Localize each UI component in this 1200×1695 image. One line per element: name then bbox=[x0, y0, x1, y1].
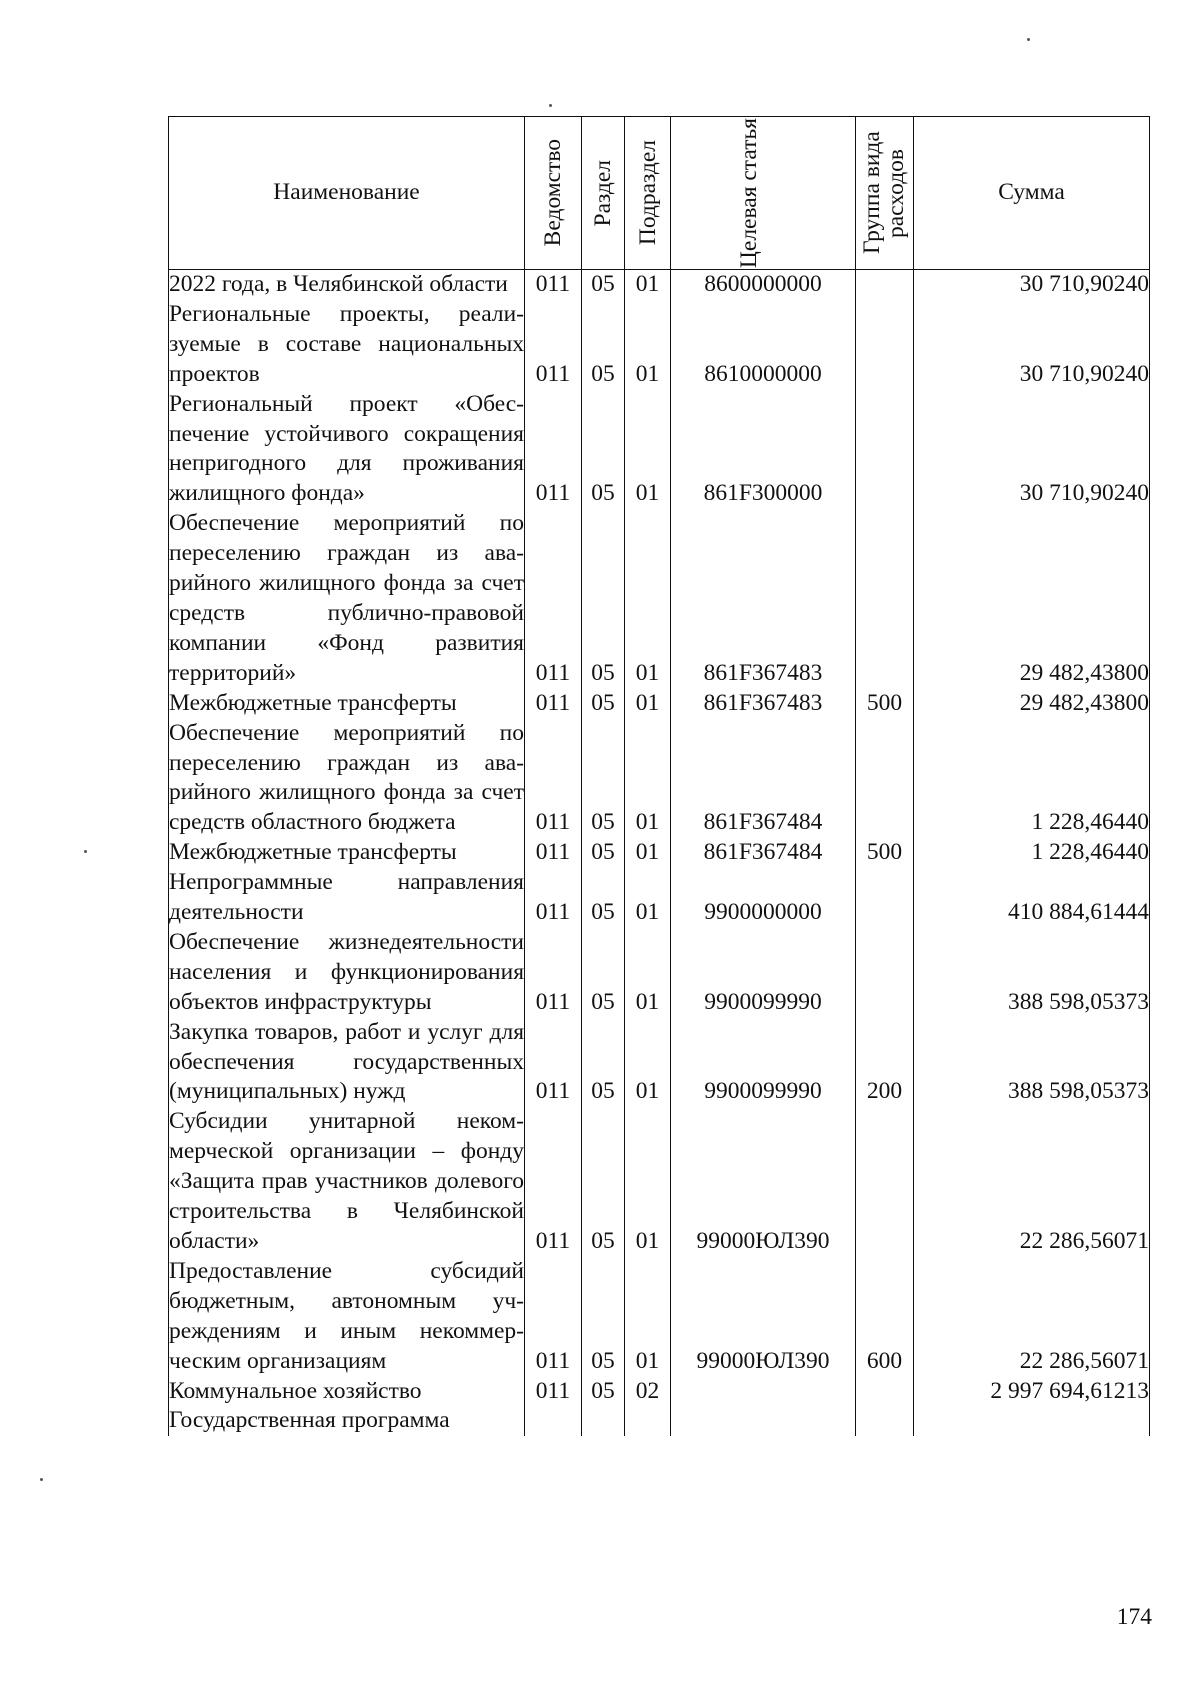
header-target-article: Целевая статья bbox=[671, 117, 856, 270]
row-department: 011 bbox=[525, 1257, 582, 1377]
row-department: 011 bbox=[525, 1107, 582, 1257]
row-name: Обеспечение жизнедеятельности населения и функционирования объектов инфраструктуры bbox=[169, 928, 525, 1018]
row-target-article: 861F367484 bbox=[671, 719, 856, 839]
row-section: 05 bbox=[582, 300, 625, 390]
table-row bbox=[169, 689, 1150, 719]
table-row bbox=[169, 390, 1150, 510]
row-department: 011 bbox=[525, 928, 582, 1018]
row-expense-group bbox=[856, 300, 914, 390]
row-target-article: 861F300000 bbox=[671, 390, 856, 510]
header-department: Ведомство bbox=[525, 117, 582, 270]
row-expense-group bbox=[856, 1406, 914, 1436]
row-name: Межбюджетные трансферты bbox=[169, 689, 525, 719]
row-section: 05 bbox=[582, 928, 625, 1018]
header-expense-group: Группа вида расходов bbox=[856, 117, 914, 270]
row-expense-group: 500 bbox=[856, 838, 914, 868]
row-name: Непрограммные направления деятельности bbox=[169, 868, 525, 928]
row-department: 011 bbox=[525, 509, 582, 688]
row-name: Субсидии унитарной некоммерческой организации – фонду «Защита прав участников долевого строительства в Челябинской области» bbox=[169, 1107, 525, 1257]
row-sum: 2 997 694,61213 bbox=[914, 1377, 1150, 1407]
row-section: 05 bbox=[582, 689, 625, 719]
row-subsection: 01 bbox=[625, 1018, 671, 1108]
table-row bbox=[169, 719, 1150, 839]
row-name: 2022 года, в Челябинской области bbox=[169, 270, 525, 300]
header-subsection: Подраздел bbox=[625, 117, 671, 270]
row-target-article: 9900099990 bbox=[671, 928, 856, 1018]
row-expense-group bbox=[856, 719, 914, 839]
table-row bbox=[169, 928, 1150, 1018]
header-name: Наименование bbox=[169, 117, 525, 270]
scan-speck bbox=[549, 104, 552, 107]
row-target-article: 99000ЮЛ390 bbox=[671, 1257, 856, 1377]
row-sum: 388 598,05373 bbox=[914, 1018, 1150, 1108]
header-section: Раздел bbox=[582, 117, 625, 270]
table-row bbox=[169, 1257, 1150, 1377]
row-section: 05 bbox=[582, 1377, 625, 1407]
row-department: 011 bbox=[525, 390, 582, 510]
row-subsection: 01 bbox=[625, 868, 671, 928]
row-department: 011 bbox=[525, 300, 582, 390]
scan-speck bbox=[1027, 38, 1030, 41]
row-sum bbox=[914, 1406, 1150, 1436]
row-section: 05 bbox=[582, 838, 625, 868]
table-row bbox=[169, 838, 1150, 868]
row-expense-group bbox=[856, 928, 914, 1018]
row-section: 05 bbox=[582, 1018, 625, 1108]
table-row bbox=[169, 868, 1150, 928]
row-department: 011 bbox=[525, 689, 582, 719]
row-subsection: 01 bbox=[625, 509, 671, 688]
row-department: 011 bbox=[525, 270, 582, 300]
row-sum: 410 884,61444 bbox=[914, 868, 1150, 928]
row-name: Закупка товаров, работ и услуг для обеспечения государственных (муниципальных) нужд bbox=[169, 1018, 525, 1108]
row-subsection: 01 bbox=[625, 390, 671, 510]
row-sum: 30 710,90240 bbox=[914, 390, 1150, 510]
row-department bbox=[525, 1406, 582, 1436]
row-section: 05 bbox=[582, 270, 625, 300]
table-row bbox=[169, 300, 1150, 390]
row-subsection: 02 bbox=[625, 1377, 671, 1407]
row-expense-group bbox=[856, 390, 914, 510]
row-expense-group bbox=[856, 1377, 914, 1407]
table-row bbox=[169, 270, 1150, 300]
row-subsection: 01 bbox=[625, 300, 671, 390]
row-sum: 30 710,90240 bbox=[914, 300, 1150, 390]
row-target-article: 8600000000 bbox=[671, 270, 856, 300]
page-number: 174 bbox=[1116, 1604, 1152, 1630]
row-expense-group: 200 bbox=[856, 1018, 914, 1108]
row-sum: 29 482,43800 bbox=[914, 509, 1150, 688]
row-target-article bbox=[671, 1377, 856, 1407]
row-sum: 1 228,46440 bbox=[914, 838, 1150, 868]
table-row bbox=[169, 509, 1150, 688]
table-row bbox=[169, 1406, 1150, 1436]
row-section: 05 bbox=[582, 719, 625, 839]
row-name: Предоставление субсидий бюджетным, автономным учреждениям и иным некоммерческим организациям bbox=[169, 1257, 525, 1377]
table-header-row bbox=[169, 117, 1150, 270]
scan-speck bbox=[40, 1478, 43, 1481]
table-row bbox=[169, 1377, 1150, 1407]
row-sum: 22 286,56071 bbox=[914, 1107, 1150, 1257]
row-subsection: 01 bbox=[625, 1257, 671, 1377]
row-target-article: 99000ЮЛ390 bbox=[671, 1107, 856, 1257]
row-section: 05 bbox=[582, 1257, 625, 1377]
row-name: Коммунальное хозяйство bbox=[169, 1377, 525, 1407]
table-row bbox=[169, 1107, 1150, 1257]
row-target-article: 9900099990 bbox=[671, 1018, 856, 1108]
table-row bbox=[169, 1018, 1150, 1108]
row-department: 011 bbox=[525, 868, 582, 928]
row-name: Региональные проекты, реализуемые в составе национальных проектов bbox=[169, 300, 525, 390]
row-expense-group bbox=[856, 270, 914, 300]
row-sum: 1 228,46440 bbox=[914, 719, 1150, 839]
row-sum: 30 710,90240 bbox=[914, 270, 1150, 300]
row-expense-group bbox=[856, 1107, 914, 1257]
row-department: 011 bbox=[525, 838, 582, 868]
row-subsection: 01 bbox=[625, 1107, 671, 1257]
row-subsection: 01 bbox=[625, 928, 671, 1018]
row-department: 011 bbox=[525, 1377, 582, 1407]
row-name: Обеспечение мероприятий по переселению граждан из аварийного жилищного фонда за счет средств публично-правовой компании «Фонд развития территорий» bbox=[169, 509, 525, 688]
row-sum: 388 598,05373 bbox=[914, 928, 1150, 1018]
table-body bbox=[169, 270, 1150, 1437]
row-section: 05 bbox=[582, 868, 625, 928]
row-subsection: 01 bbox=[625, 689, 671, 719]
row-expense-group bbox=[856, 868, 914, 928]
row-sum: 29 482,43800 bbox=[914, 689, 1150, 719]
row-expense-group bbox=[856, 509, 914, 688]
row-section bbox=[582, 1406, 625, 1436]
row-subsection bbox=[625, 1406, 671, 1436]
row-subsection: 01 bbox=[625, 270, 671, 300]
row-target-article: 861F367483 bbox=[671, 689, 856, 719]
row-section: 05 bbox=[582, 1107, 625, 1257]
row-name: Обеспечение мероприятий по переселению граждан из аварийного жилищного фонда за счет средств областного бюджета bbox=[169, 719, 525, 839]
row-name: Государственная программа bbox=[169, 1406, 525, 1436]
row-target-article: 861F367483 bbox=[671, 509, 856, 688]
row-target-article: 8610000000 bbox=[671, 300, 856, 390]
row-section: 05 bbox=[582, 509, 625, 688]
scan-speck bbox=[84, 850, 87, 853]
row-target-article: 9900000000 bbox=[671, 868, 856, 928]
row-name: Региональный проект «Обеспечение устойчивого сокращения непригодного для проживания жилищного фонда» bbox=[169, 390, 525, 510]
row-expense-group: 600 bbox=[856, 1257, 914, 1377]
budget-table bbox=[168, 116, 1150, 1436]
row-target-article: 861F367484 bbox=[671, 838, 856, 868]
row-section: 05 bbox=[582, 390, 625, 510]
row-name: Межбюджетные трансферты bbox=[169, 838, 525, 868]
row-target-article bbox=[671, 1406, 856, 1436]
row-department: 011 bbox=[525, 719, 582, 839]
row-expense-group: 500 bbox=[856, 689, 914, 719]
row-subsection: 01 bbox=[625, 838, 671, 868]
header-sum: Сумма bbox=[914, 117, 1150, 270]
row-sum: 22 286,56071 bbox=[914, 1257, 1150, 1377]
row-department: 011 bbox=[525, 1018, 582, 1108]
row-subsection: 01 bbox=[625, 719, 671, 839]
